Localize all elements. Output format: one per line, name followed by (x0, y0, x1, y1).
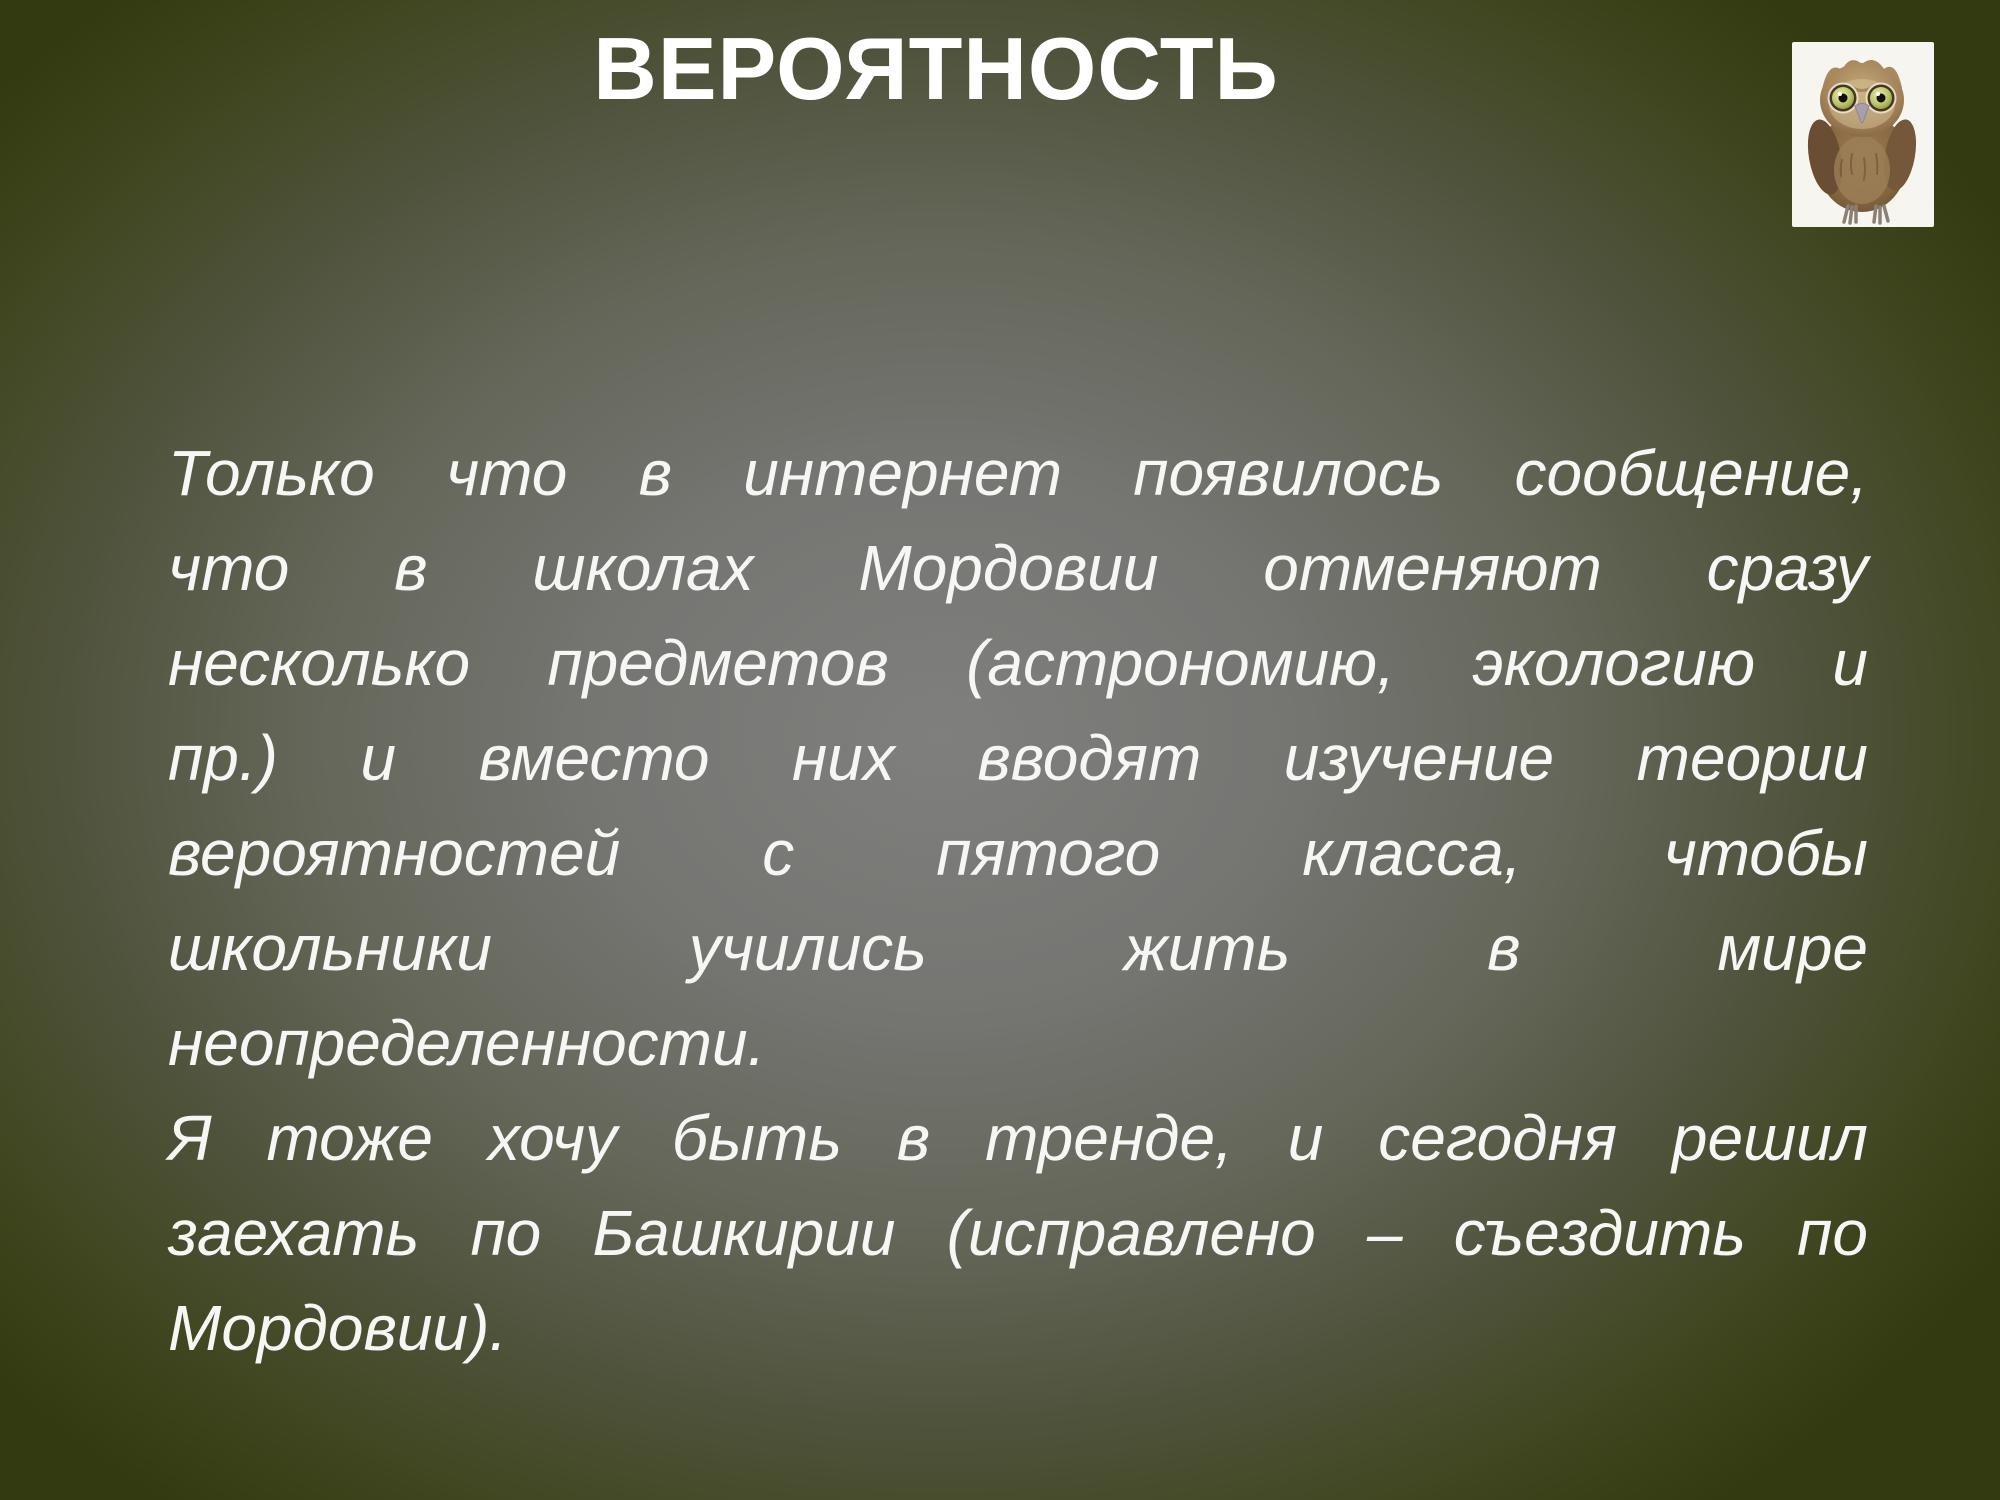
word: сразу (1706, 531, 1868, 604)
word: по (1797, 1196, 1868, 1269)
word: Мордовии (858, 531, 1159, 604)
text-line (168, 995, 1868, 1090)
word: интернет (743, 436, 1062, 509)
word: несколько (168, 626, 471, 699)
word: в (394, 531, 428, 604)
word: в (896, 1101, 931, 1174)
word: вводят (977, 721, 1202, 794)
text-line (168, 425, 1868, 520)
word: сегодня (1378, 1101, 1618, 1174)
word: школьники (168, 911, 492, 984)
word: отменяют (1263, 531, 1602, 604)
word: с (762, 816, 795, 889)
word: учились (688, 911, 927, 984)
word: мире (1717, 911, 1868, 984)
body-text (168, 425, 1868, 1375)
word: изучение (1283, 721, 1555, 794)
word: Мордовии). (168, 1291, 508, 1364)
word: неопределенности. (168, 1006, 766, 1079)
text-line (168, 805, 1868, 900)
text-line (168, 900, 1868, 995)
word: школах (532, 531, 754, 604)
word: (астрономию, (966, 626, 1395, 699)
word: них (792, 721, 895, 794)
word: пятого (936, 816, 1161, 889)
word: в (638, 436, 672, 509)
word: появилось (1133, 436, 1444, 509)
word: жить (1123, 911, 1291, 984)
word: класса, (1302, 816, 1522, 889)
word: пр.) (168, 721, 278, 794)
word: теории (1636, 721, 1868, 794)
word: в (1487, 911, 1521, 984)
word: (исправлено (946, 1196, 1316, 1269)
word: тоже (266, 1101, 433, 1174)
word: что (446, 436, 568, 509)
word: по (470, 1196, 542, 1269)
word: и (1287, 1101, 1324, 1174)
word: и (1832, 626, 1868, 699)
text-line (168, 1090, 1868, 1185)
word: – (1366, 1196, 1403, 1269)
word: вместо (478, 721, 710, 794)
slide-title: ВЕРОЯТНОСТЬ (593, 19, 1279, 118)
word: что (168, 531, 290, 604)
word: съездить (1453, 1196, 1746, 1269)
word: тренде, (985, 1101, 1233, 1174)
word: Я (168, 1101, 212, 1174)
text-line (168, 710, 1868, 805)
text-line (168, 1185, 1868, 1280)
word: заехать (168, 1196, 420, 1269)
word: быть (671, 1101, 842, 1174)
word: предметов (547, 626, 889, 699)
text-line (168, 520, 1868, 615)
word: экологию (1472, 626, 1756, 699)
owl-icon (1792, 42, 1934, 227)
owl-image (1792, 42, 1934, 227)
word: хочу (487, 1101, 617, 1174)
word: Только (168, 436, 375, 509)
text-line (168, 615, 1868, 710)
word: чтобы (1663, 816, 1868, 889)
word: сообщение, (1514, 436, 1868, 509)
word: решил (1671, 1101, 1868, 1174)
word: вероятностей (168, 816, 621, 889)
text-line (168, 1280, 1868, 1375)
word: и (360, 721, 397, 794)
word: Башкирии (592, 1196, 896, 1269)
